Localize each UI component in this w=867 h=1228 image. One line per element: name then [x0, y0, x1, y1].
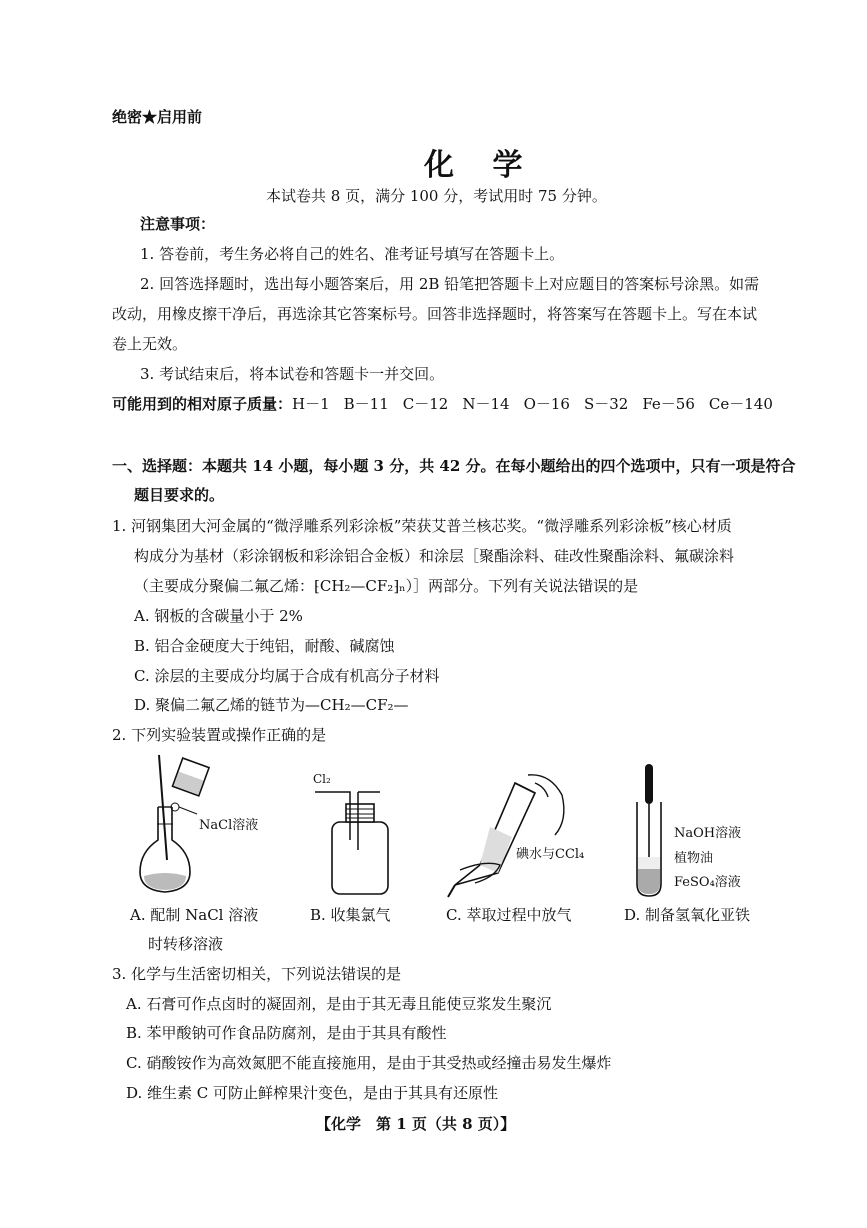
section-heading: 一、选择题：本题共 14 小题，每小题 3 分，共 42 分。在每小题给出的四个选项中，只有一项是符合 — [112, 457, 796, 475]
atomic-mass-value: C－12 — [402, 395, 449, 413]
page-footer: 【化学 第 1 页（共 8 页）】 — [316, 1115, 516, 1133]
notice-item: 2. 回答选择题时，选出每小题答案后，用 2B 铅笔把答题卡上对应题目的答案标号涂黑。如需 — [140, 275, 760, 293]
atomic-mass-line — [112, 393, 787, 414]
label-nacl-solution: NaCl溶液 — [199, 818, 259, 833]
notice-item: 改动，用橡皮擦干净后，再选涂其它答案标号。回答非选择题时，将答案写在答题卡上。写在本试 — [112, 305, 758, 323]
notice-item: 卷上无效。 — [112, 335, 188, 353]
label-vegetable-oil: 植物油 — [674, 851, 714, 866]
atomic-mass-value: Fe－56 — [642, 395, 695, 413]
question-1-stem: （主要成分聚偏二氟乙烯：⁅CH₂—CF₂⁆ₙ）］两部分。下列有关说法错误的是 — [134, 577, 639, 595]
question-3-option-c: C. 硝酸铵作为高效氮肥不能直接施用，是由于其受热或经撞击易发生爆炸 — [126, 1054, 612, 1072]
atomic-mass-value: B－11 — [343, 395, 389, 413]
notice-item: 3. 考试结束后，将本试卷和答题卡一并交回。 — [140, 365, 445, 383]
question-1-option-a: A. 钢板的含碳量小于 2% — [134, 607, 303, 625]
question-1-option-b: B. 铝合金硬度大于纯铝，耐酸、碱腐蚀 — [134, 637, 395, 655]
question-3-stem: 3. 化学与生活密切相关，下列说法错误的是 — [112, 965, 402, 983]
notice-heading: 注意事项： — [140, 215, 216, 233]
atomic-mass-value: O－16 — [523, 395, 570, 413]
question-3-option-d: D. 维生素 C 可防止鲜榨果汁变色，是由于其具有还原性 — [126, 1084, 499, 1102]
notice-item: 1. 答卷前，考生务必将自己的姓名、准考证号填写在答题卡上。 — [140, 245, 565, 263]
atomic-mass-value: N－14 — [462, 395, 510, 413]
separatory-funnel-drawing — [440, 765, 580, 900]
caption-a-cont: 时转移溶液 — [148, 935, 224, 953]
question-1-option-d: D. 聚偏二氟乙烯的链节为—CH₂—CF₂— — [134, 696, 409, 714]
caption-d: D. 制备氢氧化亚铁 — [624, 906, 751, 924]
question-3-option-a: A. 石膏可作点卤时的凝固剂，是由于其无毒且能使豆浆发生聚沉 — [126, 995, 552, 1013]
atomic-mass-label: 可能用到的相对原子质量： — [112, 395, 293, 413]
question-2-stem: 2. 下列实验装置或操作正确的是 — [112, 726, 327, 744]
atomic-mass-value: H－1 — [292, 395, 330, 413]
confidential-mark: 绝密★启用前 — [112, 108, 203, 126]
label-cl2: Cl₂ — [313, 772, 331, 786]
question-1-option-c: C. 涂层的主要成分均属于合成有机高分子材料 — [134, 667, 440, 685]
label-naoh: NaOH溶液 — [674, 826, 742, 841]
section-heading-cont: 题目要求的。 — [134, 486, 225, 504]
question-1-stem: 构成分为基材（彩涂钢板和彩涂铝合金板）和涂层［聚酯涂料、硅改性聚酯涂料、氟碳涂料 — [134, 547, 735, 565]
label-feso4: FeSO₄溶液 — [674, 875, 741, 890]
question-3-option-b: B. 苯甲酸钠可作食品防腐剂，是由于其具有酸性 — [126, 1024, 447, 1042]
caption-c: C. 萃取过程中放气 — [446, 906, 572, 924]
caption-b: B. 收集氯气 — [310, 906, 391, 924]
caption-a: A. 配制 NaCl 溶液 — [130, 906, 259, 924]
atomic-mass-value: Ce－140 — [708, 395, 773, 413]
question-1-stem: 1. 河钢集团大河金属的“微浮雕系列彩涂板”荣获艾普兰核芯奖。“微浮雕系列彩涂板”核心材质 — [112, 517, 732, 535]
gas-bottle-drawing — [310, 770, 400, 900]
label-iodine-ccl4: 碘水与CCl₄ — [516, 847, 585, 862]
page-title: 化 学 — [424, 148, 537, 183]
exam-subtitle: 本试卷共 8 页，满分 100 分，考试用时 75 分钟。 — [266, 187, 607, 205]
test-tube-drawing — [625, 762, 675, 902]
atomic-mass-value: S－32 — [583, 395, 629, 413]
